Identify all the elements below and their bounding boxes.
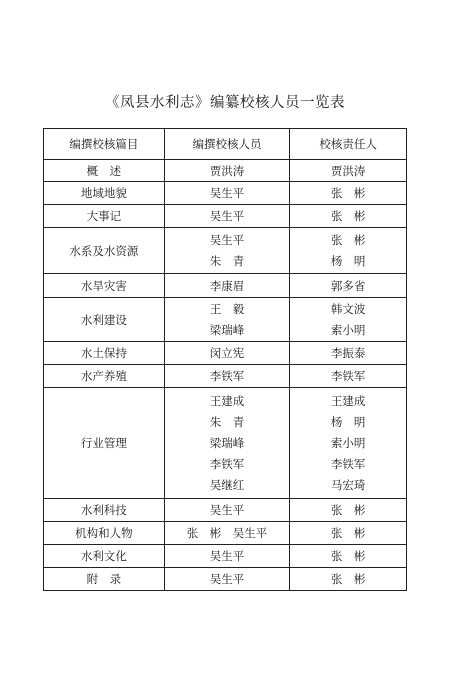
reviewer-cell xyxy=(290,522,407,545)
chapter-name: 水系及水资源 xyxy=(69,243,139,258)
editor-name: 闵立宪 xyxy=(209,346,245,360)
chapter-name: 水产养殖 xyxy=(80,369,127,383)
reviewer-name: 王建成 xyxy=(330,393,366,408)
header-reviewers: 校核责任人 xyxy=(290,129,407,160)
editor-name: 贾洪涛 xyxy=(209,163,245,178)
chapter-cell xyxy=(44,228,165,274)
chapter-cell xyxy=(44,545,165,568)
reviewer-name: 张 彬 xyxy=(330,503,366,517)
chapter-cell xyxy=(44,499,165,522)
chapter-name: 水土保持 xyxy=(80,346,127,360)
header-editors: 编撰校核人员 xyxy=(164,129,290,160)
editor-name: 梁瑞峰 xyxy=(209,435,245,450)
editor-cell xyxy=(164,568,290,591)
editor-name: 吴生平 xyxy=(209,232,245,247)
reviewer-cell xyxy=(290,160,407,182)
page-title: 《凤县水利志》编纂校核人员一览表 xyxy=(105,95,345,111)
table-row xyxy=(44,568,407,591)
reviewer-name: 李铁军 xyxy=(330,369,366,383)
editor-name: 李铁军 xyxy=(209,369,245,383)
table-row xyxy=(44,388,407,499)
reviewer-name: 张 彬 xyxy=(330,549,366,563)
reviewer-cell xyxy=(290,298,407,342)
editor-name: 吴生平 xyxy=(209,209,245,223)
chapter-cell xyxy=(44,298,165,342)
editor-cell xyxy=(164,388,290,499)
reviewer-name: 张 彬 xyxy=(330,209,366,223)
chapter-cell xyxy=(44,568,165,591)
editor-name: 吴生平 xyxy=(209,572,245,586)
editor-cell xyxy=(164,205,290,228)
chapter-name: 概 述 xyxy=(86,163,122,178)
chapter-name: 附 录 xyxy=(86,572,122,586)
editor-name: 吴生平 xyxy=(209,503,245,517)
editor-cell xyxy=(164,499,290,522)
reviewer-cell xyxy=(290,228,407,274)
chapter-cell xyxy=(44,522,165,545)
editor-name: 吴生平 xyxy=(209,186,245,200)
chapter-cell xyxy=(44,205,165,228)
reviewer-name: 张 彬 xyxy=(330,232,366,247)
table-row xyxy=(44,228,407,274)
editor-name: 王 毅 xyxy=(209,301,245,316)
editor-name: 朱 青 xyxy=(209,414,245,429)
editor-cell xyxy=(164,182,290,205)
chapter-name: 机构和人物 xyxy=(75,526,133,540)
table-header-row xyxy=(44,129,407,160)
reviewer-name: 杨 明 xyxy=(330,253,366,268)
table-row xyxy=(44,342,407,365)
reviewer-cell xyxy=(290,365,407,388)
editor-cell xyxy=(164,522,290,545)
reviewer-cell xyxy=(290,388,407,499)
reviewer-cell xyxy=(290,499,407,522)
reviewer-cell xyxy=(290,182,407,205)
chapter-name: 水利科技 xyxy=(80,503,127,517)
header-chapter: 编撰校核篇目 xyxy=(44,129,165,160)
reviewer-name: 马宏琦 xyxy=(330,477,366,492)
editor-cell xyxy=(164,160,290,182)
editor-name: 李铁军 xyxy=(209,456,245,471)
table-row xyxy=(44,274,407,298)
reviewer-cell xyxy=(290,568,407,591)
editor-name: 吴继红 xyxy=(209,477,245,492)
chapter-cell xyxy=(44,388,165,499)
reviewer-name: 李振泰 xyxy=(330,346,366,360)
editor-cell xyxy=(164,545,290,568)
reviewer-cell xyxy=(290,205,407,228)
chapter-name: 行业管理 xyxy=(80,436,127,450)
reviewer-name: 贾洪涛 xyxy=(330,163,366,178)
table-row xyxy=(44,160,407,182)
reviewer-name: 张 彬 xyxy=(330,526,366,540)
editor-name: 李康眉 xyxy=(209,278,245,293)
editor-name: 朱 青 xyxy=(209,253,245,268)
table-row xyxy=(44,205,407,228)
chapter-name: 大事记 xyxy=(86,209,122,223)
reviewer-cell xyxy=(290,274,407,298)
table-row xyxy=(44,499,407,522)
chapter-cell xyxy=(44,182,165,205)
editor-name: 吴生平 xyxy=(209,549,245,563)
chapter-cell xyxy=(44,365,165,388)
reviewer-name: 张 彬 xyxy=(330,186,366,200)
reviewer-name: 索小明 xyxy=(330,322,366,337)
chapter-cell xyxy=(44,160,165,182)
editor-name: 张 彬 吴生平 xyxy=(186,526,268,540)
editor-cell xyxy=(164,342,290,365)
reviewer-name: 李铁军 xyxy=(330,456,366,471)
chapter-name: 水旱灾害 xyxy=(80,278,127,293)
chapter-name: 水利建设 xyxy=(80,312,127,327)
reviewer-name: 索小明 xyxy=(330,435,366,450)
reviewer-name: 杨 明 xyxy=(330,414,366,429)
reviewer-name: 张 彬 xyxy=(330,572,366,586)
editor-cell xyxy=(164,274,290,298)
chapter-name: 水利文化 xyxy=(80,549,127,563)
table-row xyxy=(44,182,407,205)
chapter-cell xyxy=(44,342,165,365)
table-row xyxy=(44,545,407,568)
editors-table xyxy=(43,128,407,591)
editor-name: 王建成 xyxy=(209,393,245,408)
table-row xyxy=(44,298,407,342)
editor-cell xyxy=(164,365,290,388)
table-row xyxy=(44,365,407,388)
table-row xyxy=(44,522,407,545)
reviewer-name: 郭多省 xyxy=(330,278,366,293)
chapter-name: 地域地貌 xyxy=(80,186,127,200)
reviewer-cell xyxy=(290,342,407,365)
reviewer-name: 韩文波 xyxy=(330,301,366,316)
editor-cell xyxy=(164,228,290,274)
reviewer-cell xyxy=(290,545,407,568)
editor-name: 梁瑞峰 xyxy=(209,322,245,337)
chapter-cell xyxy=(44,274,165,298)
editor-cell xyxy=(164,298,290,342)
